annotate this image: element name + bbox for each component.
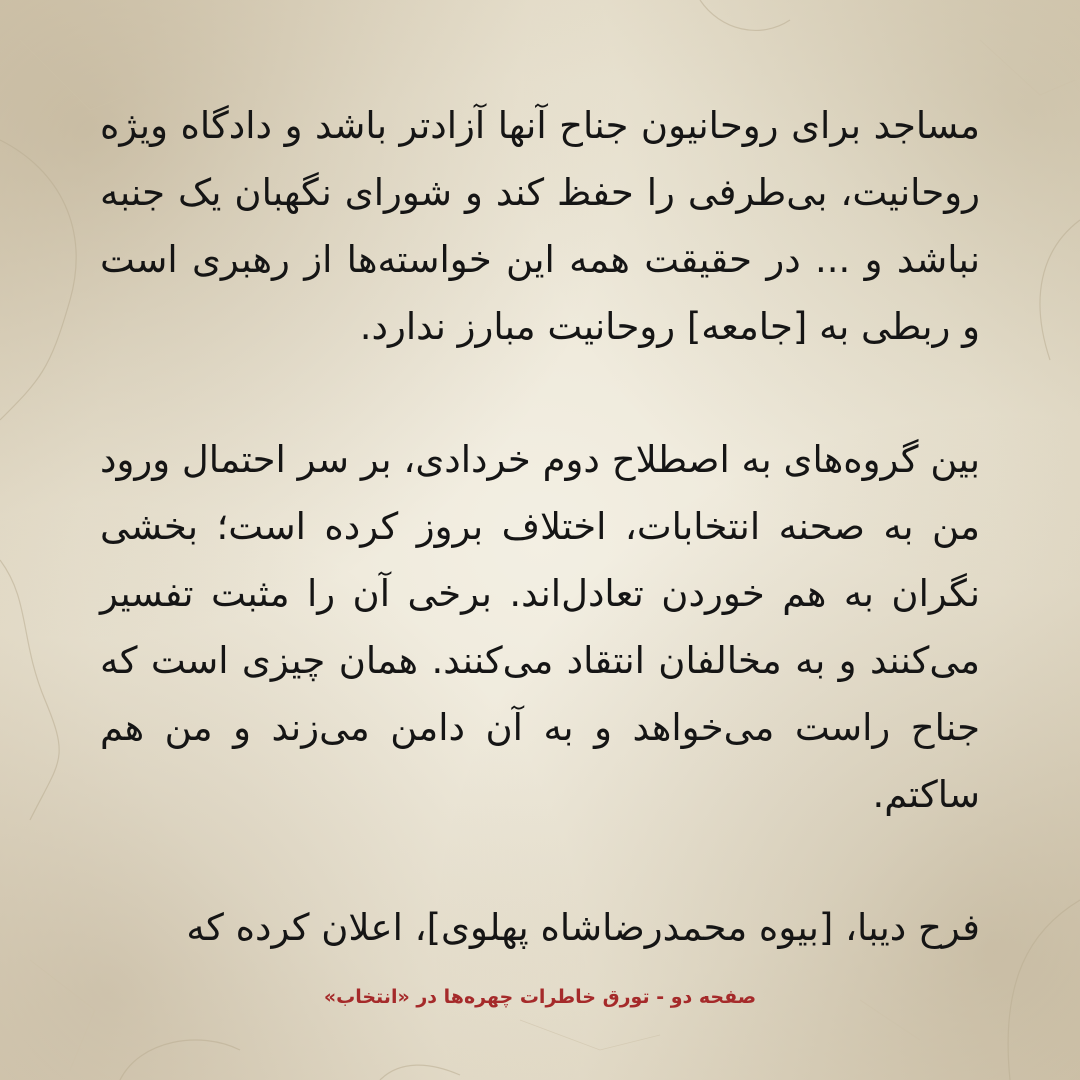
article-text [100,92,980,961]
paragraph: مساجد برای روحانیون جناح آنها آزادتر باشد و دادگاه ویژه روحانیت، بی‌طرفی را حفظ کند و شورای نگهبان یک جنبه نباشد و ... در حقیقت همه این خواسته‌ها از رهبری است و ربطی به [جامعه] روحانیت مبارز ندارد. [100,104,980,348]
page-caption: صفحه دو - تورق خاطرات چهره‌ها در «انتخاب» [323,986,757,1008]
paragraph: بین گروه‌های به اصطلاح دوم خردادی، بر سر احتمال ورود من به صحنه انتخابات، اختلاف بروز کرده است؛ بخشی نگران به هم خوردن تعادل‌اند. برخی آن را مثبت تفسیر می‌کنند و به مخالفان انتقاد می‌کنند. همان چیزی است که جناح راست می‌خواهد و به آن دامن می‌زند و من هم ساکتم. [100,438,980,816]
paragraph: فرح دیبا، [بیوه محمدرضاشاه پهلوی]، اعلان کرده که [186,906,980,949]
